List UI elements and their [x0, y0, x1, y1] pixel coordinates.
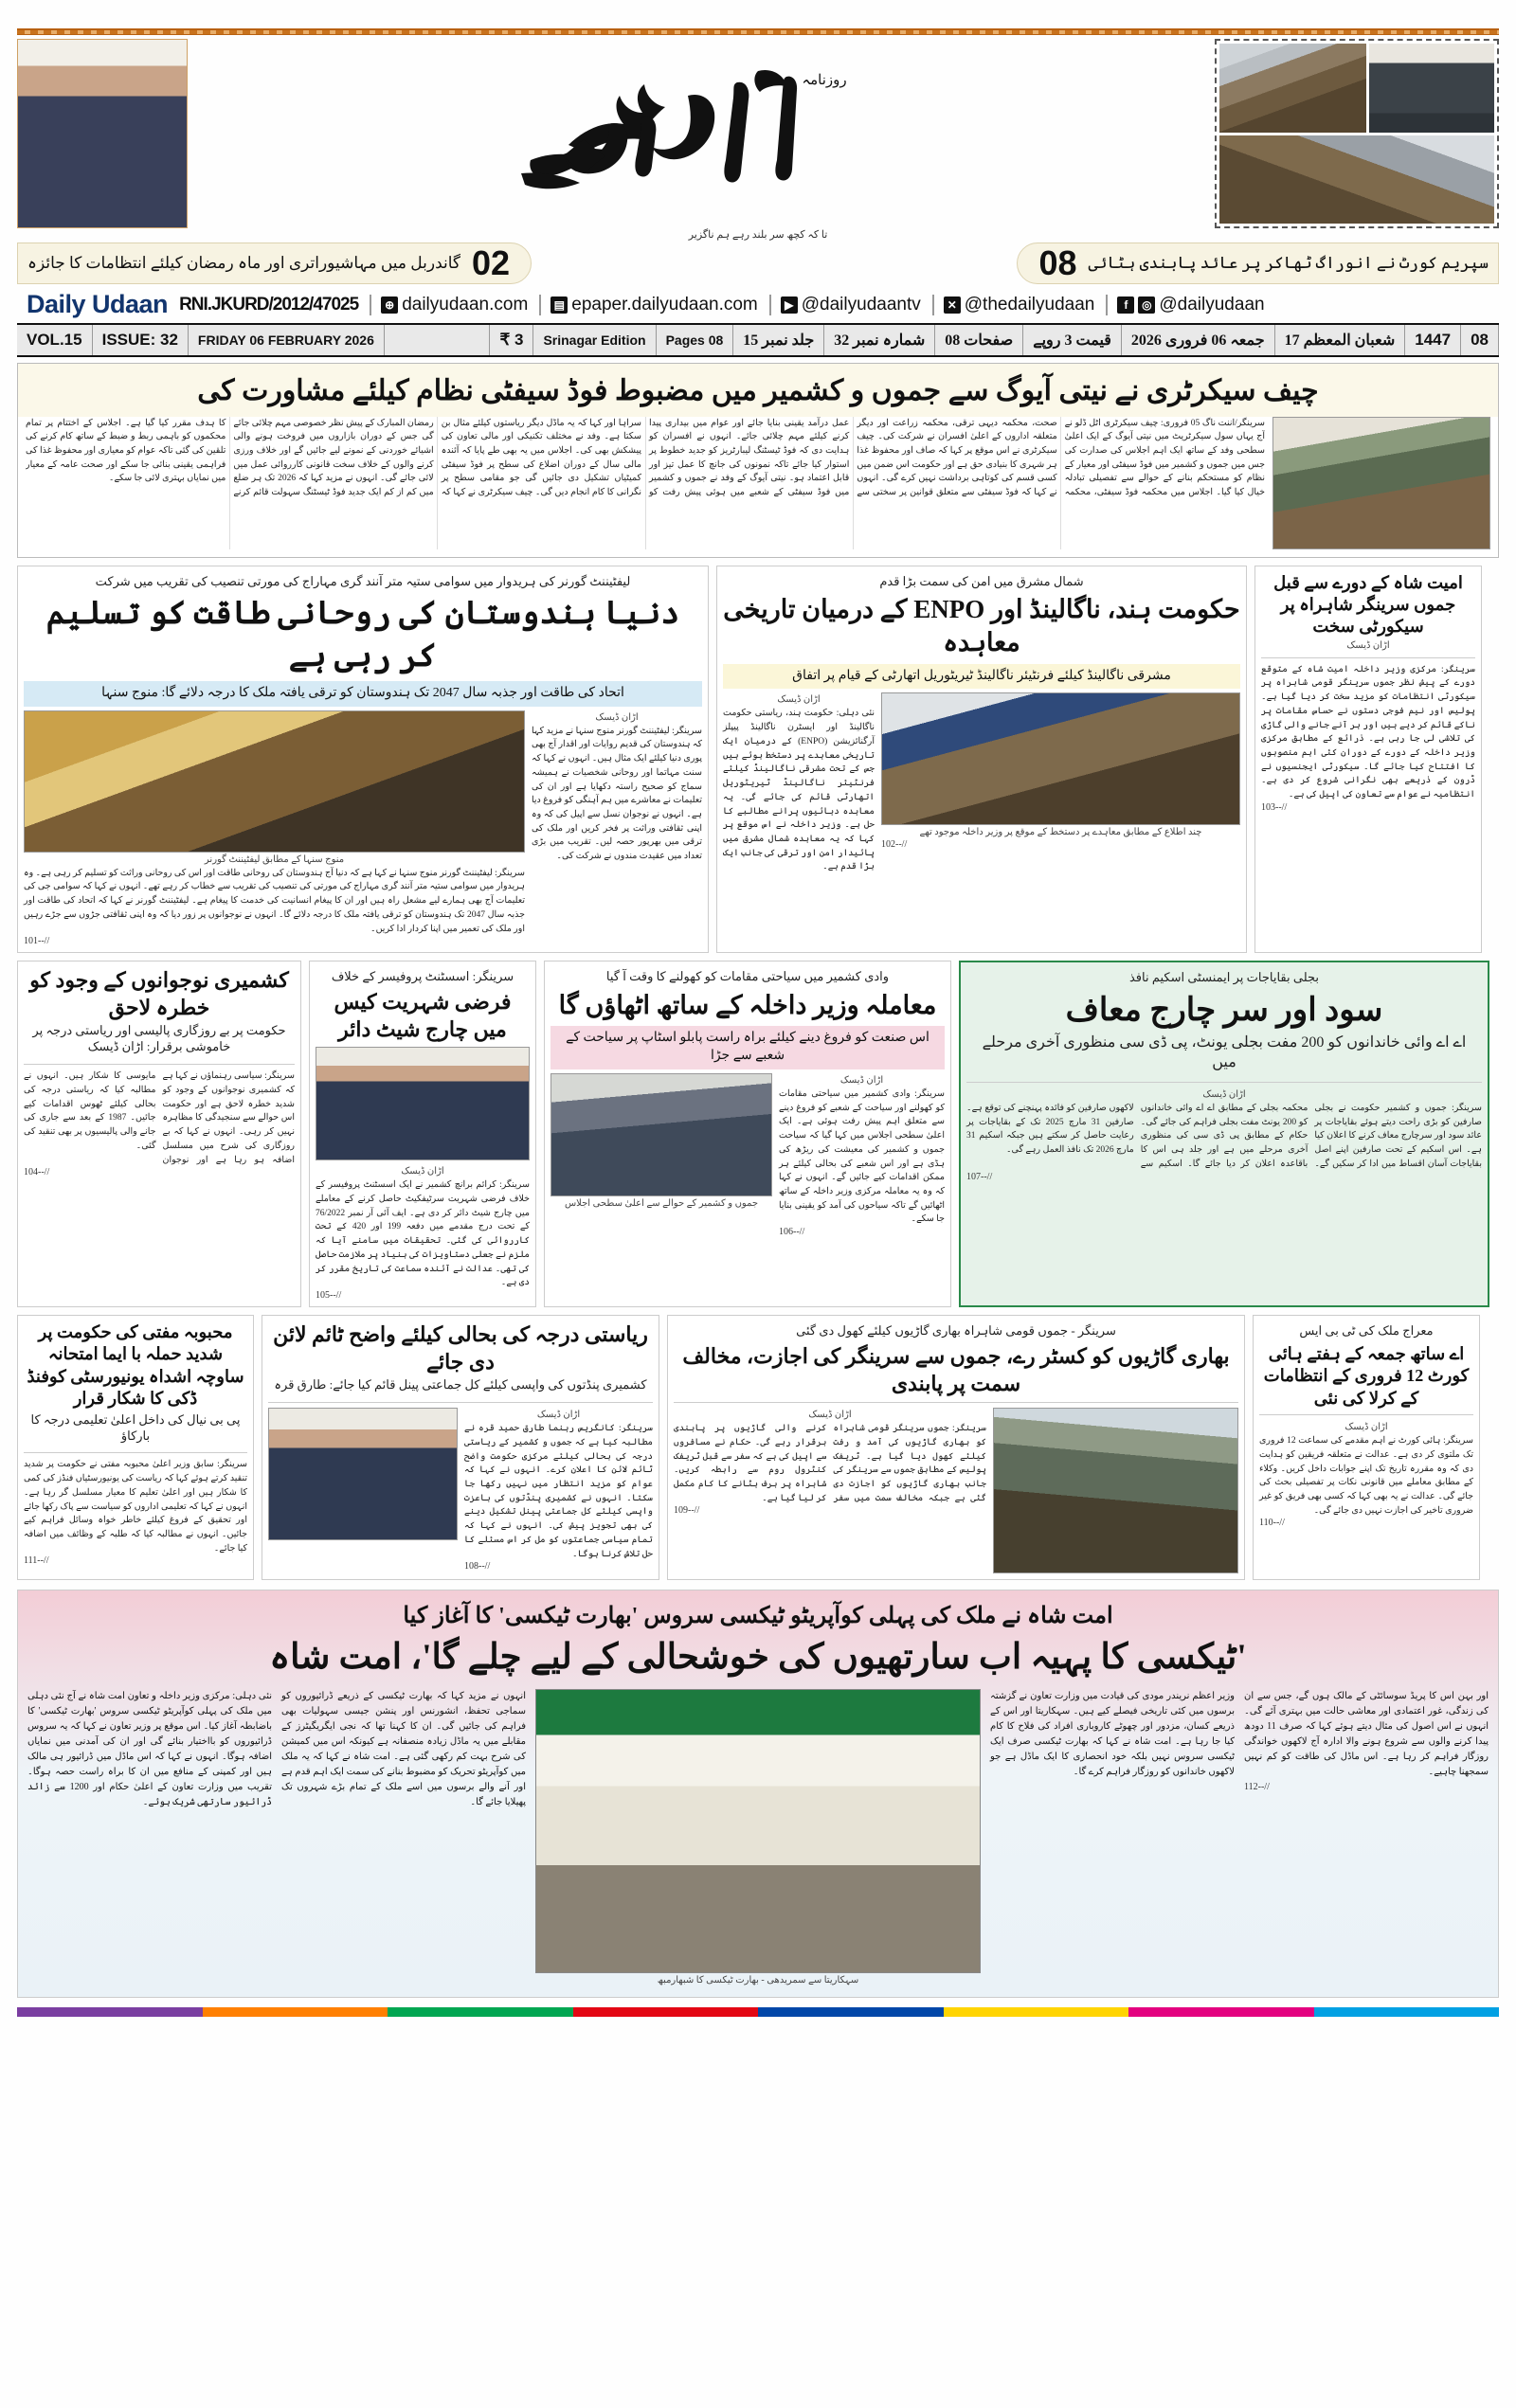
- court-byline: اڑان ڈیسک: [1345, 1422, 1388, 1433]
- story-amit-security: [1254, 566, 1482, 954]
- university-ref: 111--//: [24, 1555, 49, 1567]
- story-citizenship: [309, 961, 536, 1307]
- feature-col-mid: انہوں نے مزید کہا کہ بھارت ٹیکسی کے ذریعے ڈرائیوروں کو سماجی تحفظ، انشورنس اور پنشن جیسی سہولیات بھی فراہم کی جائیں گی۔ ان کا کہنا تھا کہ نجی ایگریگیٹرز کے مقابلے میں یہ ماڈل زیادہ منصفانہ ہے کیونکہ اس میں کمیشن کی شرح بہت کم رکھی گئی ہے۔ امت شاہ نے کہا کہ یہ ملک میں کوآپریٹو تحریک کو مضبوط بنانے کی سمت ایک اہم قدم ہے اور آنے والے برسوں میں اسے ملک کے تمام بڑے شہروں تک پھیلایا جائے گا۔: [281, 1690, 526, 1807]
- teaser-right[interactable]: [1017, 243, 1499, 284]
- highway-byline: اڑان ڈیسک: [808, 1410, 852, 1421]
- citizenship-kicker: سرینگر: اسسٹنٹ پروفیسر کے خلاف: [331, 969, 514, 984]
- enpo-kicker: شمال مشرق میں امن کی سمت بڑا قدم: [879, 573, 1084, 588]
- epaper-label: epaper.dailyudaan.com: [571, 294, 758, 314]
- meta-issue: ISSUE: 32: [93, 325, 189, 355]
- governor-right-body: سرینگر: لیفٹیننٹ گورنر منوج سنہا نے مزید کہا کہ ہندوستان کی قدیم روایات اور اقدار آج بھی پوری دنیا کیلئے ایک مثال ہیں۔ انہوں نے کہا کہ سنت مہاتما اور روحانی شخصیات نے ہمیشہ سماج کو صحیح راستہ دکھایا ہے اور ان کی تعلیمات نے معاشرے میں ہم آہنگی کو فروغ دیا ہے۔ انہوں نے نوجوان نسل سے اپیل کی کہ وہ اپنی ثقافتی وراثت پر فخر کریں اور ملک کی ترقی میں بھرپور حصہ لیں۔ تقریب میں بڑی تعداد میں عقیدت مندوں نے شرکت کی۔: [532, 726, 702, 862]
- color-swatch-1: [1314, 2007, 1500, 2017]
- masthead-small-label: روزنامہ: [802, 73, 847, 88]
- meta-hijri-month: 17 شعبان المعظم: [1275, 325, 1406, 355]
- citizenship-headline: فرضی شہریت کیس میں چارج شیٹ دائر: [334, 990, 512, 1041]
- divider: [24, 1452, 247, 1453]
- masthead-photo-meeting-2: [1219, 135, 1494, 225]
- governor-ref: 101--//: [24, 936, 50, 947]
- meta-edition-en: Srinagar Edition: [533, 325, 656, 355]
- teaser-right-text: سپریم کورٹ نے انوراگ ٹھاکر پر عائد پابندی ہٹائی: [1088, 254, 1489, 273]
- governor-subhead: اتحاد کی طاقت اور جذبہ سال 2047 تک ہندوستان کو ترقی یافتہ ملک کا درجہ دلائے گا: منوج سنہا: [24, 681, 702, 707]
- tourism-subhead: اس صنعت کو فروغ دینے کیلئے براہ راست پابلو اسٹاپ پر سیاحت کے شعبے سے جڑا: [550, 1026, 945, 1069]
- amit-security-body: سرینگر: مرکزی وزیر داخلہ امیت شاہ کے متوقع دورے کے پیش نظر جموں سرینگر قومی شاہراہ پر سیکورٹی انتظامات کو مزید سخت کر دیا گیا ہے۔ پولیس اور نیم فوجی دستوں نے حساس مقامات پر ناکے قائم کر دیے ہیں اور ہر آنے جانے والی گاڑی کی تلاشی لی جا رہی ہے۔ ذرائع کے مطابق مرکزی وزیر داخلہ کے دورے کے دوران کئی اہم منصوبوں کا افتتاح کیا جائے گا۔ سیکورٹی ایجنسیوں نے ڈرون کے ذریعے بھی نگرانی شروع کر دی ہے۔ انتظامیہ نے عوام سے تعاون کی اپیل کی ہے۔: [1261, 664, 1475, 800]
- story-highway: [667, 1315, 1245, 1580]
- color-swatch-3: [944, 2007, 1129, 2017]
- meta-vol: VOL.15: [17, 325, 93, 355]
- governor-caption: منوج سنہا کے مطابق لیفٹیننٹ گورنر: [204, 854, 345, 865]
- amit-security-kicker: امیت شاہ کے دورے سے قبل جموں سرینگر شاہراہ پر سیکورٹی سخت: [1273, 572, 1463, 637]
- lead-headline: چیف سیکرٹری نے نیتی آیوگ سے جموں و کشمیر میں مضبوط فوڈ سیفٹی نظام کیلئے مشاورت کی: [197, 375, 1319, 406]
- youtube-label: @dailyudaantv: [801, 294, 921, 314]
- amit-security-byline: اڑان ڈیسک: [1346, 639, 1390, 651]
- story-youth: [17, 961, 301, 1307]
- section-row-3: [17, 961, 1499, 1307]
- feature-kicker: امت شاہ نے ملک کی پہلی کوآپریٹو ٹیکسی سروس 'بھارت ٹیکسی' کا آغاز کیا: [403, 1604, 1113, 1629]
- youth-subhead: حکومت پر بے روزگاری پالیسی اور ریاستی درجہ پر خاموشی برقرار: اڑان ڈیسک: [32, 1023, 286, 1054]
- governor-kicker: لیفٹیننٹ گورنر کی ہریدوار میں سوامی ستیہ متر آنند گری مہاراج کی مورتی تنصیب کی تقریب میں شرکت: [95, 573, 631, 588]
- feature-col-left: وزیر اعظم نریندر مودی کی قیادت میں وزارت تعاون نے گزشتہ برسوں میں کئی تاریخی فیصلے کیے ہیں۔ سہکاریتا اور اس کے ذریعے کسان، مزدور اور چھوٹے کاروباری افراد کی فلاح کا کام کیا جا رہا ہے۔ امت شاہ نے کہا کہ بھارت ٹیکسی صرف ایک ٹیکسی سروس نہیں بلکہ خود انحصاری کا ایک ماڈل ہے جو لاکھوں خاندانوں کو روزگار فراہم کرے گا۔: [990, 1690, 1235, 1777]
- x-twitter-icon: ✕: [944, 297, 961, 314]
- color-registration-bar: [17, 2007, 1499, 2017]
- masthead: [17, 39, 1499, 228]
- brand-name: Daily Udaan: [27, 290, 169, 318]
- tourism-byline: اڑان ڈیسک: [839, 1075, 884, 1087]
- tourism-caption: جموں و کشمیر کے حوالے سے اعلیٰ سطحی اجلاس: [564, 1198, 759, 1210]
- feature-col-far: [1244, 1689, 1489, 1987]
- instagram-icon: ◎: [1138, 297, 1155, 314]
- meta-issue-ur: شمارہ نمبر 32: [824, 325, 935, 355]
- divider: [24, 1064, 295, 1065]
- meta-bar: [17, 325, 1499, 357]
- lead-photo-chief-secretary: [1272, 417, 1490, 549]
- feature-col-right: نئی دہلی: مرکزی وزیر داخلہ و تعاون امت شاہ نے آج نئی دہلی میں ملک کی پہلی کوآپریٹو ٹیکسی سروس 'بھارت ٹیکسی' کا باضابطہ آغاز کیا۔ اس موقع پر وزیر تعاون نے کہا کہ یہ سروس ڈرائیوروں کو بااختیار بنائے گی اور ان کی آمدنی میں نمایاں اضافہ ہوگا۔ انہوں نے کہا کہ اس ماڈل میں ڈرائیور ہی مالک ہیں اور کمپنی کے منافع میں ان کا براہ راست حصہ ہوگا۔ تقریب میں وزارت تعاون کے اعلیٰ حکام اور 1200 سے زائد ڈرائیور سارتھی شریک ہوئے۔: [27, 1690, 272, 1807]
- story-statehood-panel: [262, 1315, 659, 1580]
- panel-byline: اڑان ڈیسک: [536, 1410, 581, 1421]
- youth-body: سرینگر: سیاسی رہنماؤں نے کہا ہے کہ کشمیری نوجوانوں کے وجود کو شدید خطرہ لاحق ہے اور حکومت اس حوالے سے سنجیدگی کا مظاہرہ نہیں کر رہی۔ انہوں نے کہا کہ بے روزگاری کی شرح میں مسلسل اضافہ ہو رہا ہے اور نوجوان مایوسی کا شکار ہیں۔ انہوں نے مطالبہ کیا کہ ریاستی درجہ کی بحالی کیلئے ٹھوس اقدامات کیے جائیں۔ 1987 کے بعد سے جاری کی جانے والی پالیسیوں پر بھی تنقید کی گئی۔: [24, 1071, 295, 1165]
- twitter-link[interactable]: [932, 295, 1095, 315]
- tourism-body: سرینگر: وادی کشمیر میں سیاحتی مقامات کو کھولنے اور سیاحت کے شعبے کو فروغ دینے سے متعلق اہم پیش رفت ہوئی ہے۔ ایک اعلیٰ سطحی اجلاس میں کہا گیا کہ سیاحت جموں و کشمیر کی معیشت کی ریڑھ کی ہڈی ہے اور اس شعبے کی بحالی کیلئے ہر ممکن اقدامات کیے جائیں گے۔ انہوں نے کہا کہ وہ یہ معاملہ مرکزی وزیر داخلہ کے ساتھ اٹھائیں گے تاکہ سیاحوں کی آمد کو یقینی بنایا جا سکے۔: [779, 1089, 945, 1225]
- enpo-byline: اڑان ڈیسک: [777, 694, 821, 706]
- enpo-headline: حکومت ہند، ناگالینڈ اور ENPO کے درمیان تاریخی معاہدہ: [723, 595, 1240, 657]
- university-body: سرینگر: سابق وزیر اعلیٰ محبوبہ مفتی نے حکومت پر شدید تنقید کرتے ہوئے کہا کہ ریاست کی یونیورسٹیاں فنڈز کی کمی کا شکار ہیں اور اعلیٰ تعلیم کا معیار مسلسل گر رہا ہے۔ انہوں نے کہا کہ تعلیمی اداروں کو سیاست سے پاک رکھا جائے اور تحقیق کے فروغ کیلئے خاطر خواہ وسائل فراہم کیے جائیں۔ انہوں نے مطالبہ کیا کہ طلبہ کے وظائف میں اضافہ کیا جائے۔: [24, 1460, 247, 1554]
- tourism-photo: [550, 1073, 772, 1196]
- enpo-photo: [881, 692, 1240, 825]
- highway-kicker: سرینگر - جموں قومی شاہراہ بھاری گاڑیوں کیلئے کھول دی گئی: [796, 1323, 1116, 1339]
- youtube-link[interactable]: [769, 295, 921, 315]
- citizenship-ref: 105--//: [316, 1290, 342, 1302]
- highway-ref: 109--//: [674, 1505, 700, 1517]
- panel-body: سرینگر: کانگریس رہنما طارق حمید قرہ نے مطالبہ کیا ہے کہ جموں و کشمیر کے ریاستی درجہ کی بحالی کیلئے مرکزی حکومت واضح ٹائم لائن کا اعلان کرے۔ انہوں نے کہا کہ عوام کو مزید انتظار میں نہیں رکھا جا سکتا۔ انہوں نے کشمیری پنڈتوں کی باعزت واپسی کیلئے کل جماعتی پینل تشکیل دینے کی بھی تجویز پیش کی۔ انہوں نے کہا کہ تمام سیاسی جماعتوں کو مل کر اس مسئلے کا حل تلاش کرنا ہوگا۔: [464, 1424, 653, 1559]
- lead-body-text: سرینگر/اننت ناگ 05 فروری: چیف سیکرٹری اٹل ڈلو نے آج یہاں سول سیکرٹریٹ میں نیتی آیوگ کے ایک اعلیٰ سطحی وفد کے ساتھ ایک اہم اجلاس کی صدارت کی جس میں جموں و کشمیر میں فوڈ سیفٹی اور معیار کے نظام کو مستحکم بنانے کے حوالے سے تفصیلی تبادلہ خیال کیا گیا۔ اجلاس میں محکمہ فوڈ سیفٹی، محکمہ صحت، محکمہ دیہی ترقی، محکمہ زراعت اور دیگر متعلقہ اداروں کے اعلیٰ افسران نے شرکت کی۔ چیف سیکرٹری نے اس موقع پر کہا کہ صاف اور محفوظ غذا ہر شہری کا بنیادی حق ہے اور حکومت اس ضمن میں کسی قسم کی کوتاہی برداشت نہیں کرے گی۔ انہوں نے کہا کہ فوڈ سیفٹی سے متعلق قوانین پر سختی سے عمل درآمد یقینی بنایا جائے اور عوام میں بیداری پیدا کرنے کیلئے مہم چلائی جائے۔ انہوں نے افسران کو ہدایت دی کہ فوڈ ٹیسٹنگ لیبارٹریز کو جدید خطوط پر استوار کیا جائے تاکہ نمونوں کی جانچ کا عمل تیز اور قابل اعتماد ہو۔ نیتی آیوگ کے وفد نے جموں و کشمیر میں فوڈ سیفٹی کے شعبے میں ہوئی پیش رفت کو سراہا اور کہا کہ یہ ماڈل دیگر ریاستوں کیلئے مثال بن سکتا ہے۔ وفد نے مختلف تکنیکی اور مالی تعاون کی پیشکش بھی کی۔ اجلاس میں یہ بھی طے پایا کہ آئندہ مالی سال کے دوران اضلاع کی سطح پر فوڈ سیفٹی کمیٹیاں تشکیل دی جائیں گی جو مقامی سطح پر نگرانی کا کام انجام دیں گی۔ چیف سیکرٹری نے کہا کہ رمضان المبارک کے پیش نظر خصوصی مہم چلائی جائے گی جس کے دوران بازاروں میں فروخت ہونے والی اشیائے خوردنی کے نمونے لیے جائیں گے اور خلاف ورزی کرنے والوں کے خلاف سخت قانونی کارروائی عمل میں لائی جائے گی۔ انہوں نے مزید کہا کہ 2026 تک ہر ضلع میں کم از کم ایک جدید فوڈ ٹیسٹنگ سہولت قائم کرنے کا ہدف مقرر کیا گیا ہے۔ اجلاس کے اختتام پر تمام محکموں کو باہمی ربط و ضبط کے ساتھ کام کرنے کی تلقین کی گئی تاکہ عوام کو معیاری اور محفوظ غذا کی فراہمی یقینی بنائی جا سکے اور صحت عامہ کے معیار میں نمایاں بہتری لائی جا سکے۔: [26, 418, 1265, 498]
- tourism-kicker: وادی کشمیر میں سیاحتی مقامات کو کھولنے کا وقت آ گیا: [605, 969, 890, 984]
- court-kicker: معراج ملک کی ٹی بی ایس: [1299, 1323, 1434, 1339]
- university-headline: محبوبہ مفتی کی حکومت پر شدید حملہ با ایما امتحانہ ساوچہ اشداہ یونیورسٹی کوفنڈ ڈکی کا شکار قرار: [27, 1322, 244, 1409]
- document-icon: ▤: [550, 297, 568, 314]
- court-body: سرینگر: ہائی کورٹ نے اہم مقدمے کی سماعت 12 فروری تک ملتوی کر دی ہے۔ عدالت نے متعلقہ فریقین کو ہدایت دی کہ وہ مقررہ تاریخ تک اپنے جوابات داخل کریں۔ وکلاء کے مطابق معاملے میں قانونی نکات پر تفصیلی بحث کی جائے گی۔ عدالت نے یہ بھی کہا کہ کسی بھی فریق کو غیر ضروری تاخیر کی اجازت نہیں دی جائے گی۔: [1259, 1436, 1473, 1516]
- power-byline: اڑان ڈیسک: [1202, 1088, 1246, 1100]
- website-label: dailyudaan.com: [402, 294, 529, 314]
- rni-number: RNI.JKURD/2012/47025: [179, 294, 359, 314]
- divider: [674, 1402, 1238, 1403]
- masthead-tagline: تا کہ کچھ سر بلند رہے ہم ناگزیر: [688, 229, 828, 241]
- youth-headline: کشمیری نوجوانوں کے وجود کو خطرہ لاحق: [29, 968, 289, 1019]
- story-court: [1253, 1315, 1480, 1580]
- meta-spacer: [385, 325, 491, 355]
- tourism-ref: 106--//: [779, 1227, 805, 1238]
- instagram-label: @dailyudaan: [1159, 294, 1265, 314]
- top-decorative-rule: [17, 28, 1499, 35]
- feature-col-far-text: اور بہن اس کا پریڈ سوسائٹی کے مالک ہوں گے، جس سے ان کی زندگی، غور اعتمادی اور معاشی حالت میں بہتری آئے گی۔ انہوں نے اس اصول کی مثال دیتے ہوئے کہا کہ صرف 11 دودھ پیدا کرنے والوں سے شروع ہونے والا ادارہ آج لاکھوں خواندگی روزگار فراہم کر رہا ہے۔ اس ماڈل کی طاقت کو کم نہیں سمجھنا چاہیے۔: [1244, 1690, 1489, 1777]
- panel-headline: ریاستی درجہ کی بحالی کیلئے واضح ٹائم لائن دی جائے: [273, 1322, 648, 1374]
- enpo-body: نئی دہلی: حکومت ہند، ریاستی حکومت ناگالینڈ اور ایسٹرن ناگالینڈ پیپلز آرگنائزیشن (ENPO) کے درمیان ایک تاریخی معاہدے پر دستخط ہوئے ہیں جس کے تحت مشرقی ناگالینڈ کیلئے فرنٹیئر ناگالینڈ ٹیریٹوریل اتھارٹی قائم کی جائے گی۔ یہ معاہدہ دہائیوں پرانے مطالبے کا حل ہے۔ وزیر داخلہ نے اس موقع پر کہا کہ یہ معاہدہ شمال مشرق میں پائیدار امن اور ترقی کی جانب ایک بڑا قدم ہے۔: [723, 709, 875, 872]
- meta-date-ur: جمعہ 06 فروری 2026: [1122, 325, 1275, 355]
- color-swatch-2: [1128, 2007, 1314, 2017]
- tourism-headline: معاملہ وزیر داخلہ کے ساتھ اٹھاؤں گا: [558, 991, 937, 1020]
- citizenship-body: سرینگر: کرائم برانچ کشمیر نے ایک اسسٹنٹ پروفیسر کے خلاف فرضی شہریت سرٹیفکیٹ حاصل کرنے کے معاملے میں چارج شیٹ دائر کر دی ہے۔ ایف آئی آر نمبر 76/2022 کے تحت درج مقدمے میں دفعہ 199 اور 420 کے تحت کارروائی کی گئی۔ تحقیقات میں سامنے آیا کہ ملزم نے جعلی دستاویزات کی بنیاد پر ملازمت حاصل کی تھی۔ عدالت نے آئندہ سماعت کی تاریخ مقرر کر دی ہے۔: [316, 1180, 530, 1288]
- story-university: [17, 1315, 254, 1580]
- twitter-label: @thedailyudaan: [964, 294, 1095, 314]
- meta-vol-ur: جلد نمبر 15: [733, 325, 824, 355]
- section-row-2: [17, 566, 1499, 954]
- story-governor: [17, 566, 709, 954]
- masthead-photo-anurag-thakur: [17, 39, 188, 228]
- teaser-right-page-number: 08: [1038, 243, 1077, 282]
- power-ref: 107--//: [966, 1171, 993, 1182]
- feature-headline: 'ٹیکسی کا پہیہ اب سارتھیوں کی خوشحالی کے لیے چلے گا'، امت شاہ: [269, 1638, 1247, 1678]
- teaser-left-page-number: 02: [472, 243, 511, 282]
- citizenship-photo: [316, 1047, 530, 1160]
- meta-date-en: FRIDAY 06 FEBRUARY 2026: [189, 325, 385, 355]
- youth-ref: 104--//: [24, 1167, 50, 1178]
- color-swatch-8: [17, 2007, 203, 2017]
- panel-ref: 108--//: [464, 1561, 491, 1572]
- youtube-icon: ▶: [781, 297, 798, 314]
- color-swatch-5: [573, 2007, 759, 2017]
- court-headline: اے ساتھ جمعہ کے ہفتے ہائی کورٹ 12 فروری کے انتظامات کے کرلا کی نئی: [1263, 1343, 1470, 1408]
- color-swatch-6: [388, 2007, 573, 2017]
- meta-price-en: ₹ 3: [490, 325, 533, 355]
- governor-headline: دنیا ہندوستان کی روحانی طاقت کو تسلیم کر رہی ہے: [45, 596, 680, 674]
- power-kicker: بجلی بقایاجات پر ایمنسٹی اسکیم نافذ: [1128, 970, 1320, 985]
- divider: [1259, 1414, 1473, 1415]
- masthead-photo-cluster: [1215, 39, 1499, 228]
- governor-body: سرینگر: لیفٹیننٹ گورنر منوج سنہا نے کہا ہے کہ دنیا آج ہندوستان کی روحانی طاقت اور اس کی روحانی وراثت کو تسلیم کر رہی ہے۔ وہ ہریدوار میں سوامی ستیہ متر آنند گری مہاراج کی مورتی کی تنصیب کی تقریب سے خطاب کر رہے تھے۔ انہوں نے کہا کہ سوامی جی کی تعلیمات آج بھی ہمارے لیے مشعل راہ ہیں اور ان کا پیغام انسانیت کی خدمت کا پیغام ہے۔ لیفٹیننٹ گورنر نے کہا کہ اتحاد کی طاقت اور جذبہ سال 2047 تک ہندوستان کو ترقی یافتہ ملک کا درجہ دلائے گا۔ انہوں نے نوجوانوں پر زور دیا کہ وہ اپنی ثقافتی جڑوں سے جڑے رہیں اور ملک کی تعمیر میں اپنا کردار ادا کریں۔: [24, 868, 525, 934]
- power-body: سرینگر: جموں و کشمیر حکومت نے بجلی صارفین کو بڑی راحت دیتے ہوئے بقایاجات پر عائد سود اور سرچارج معاف کرنے کا اعلان کیا ہے۔ اس اسکیم کے تحت صارفین اپنے اصل بقایاجات آسان اقساط میں ادا کر سکیں گے۔ محکمہ بجلی کے مطابق اے اے وائی خاندانوں کو 200 یونٹ مفت بجلی فراہم کی جائے گی۔ حکام کے مطابق پی ڈی سی کی منظوری آخری مرحلے میں ہے اور جلد ہی اس کا باقاعدہ اعلان کر دیا جائے گا۔ اسکیم سے لاکھوں صارفین کو فائدہ پہنچنے کی توقع ہے۔ صارفین 31 مارچ 2025 تک کے بقایاجات پر رعایت حاصل کر سکتے ہیں جبکہ اسکیم 31 مارچ 2026 تک نافذ العمل رہے گی۔: [966, 1103, 1482, 1169]
- divider: [1261, 657, 1475, 658]
- power-headline: سود اور سر چارج معاف: [1065, 993, 1383, 1029]
- highway-body: سرینگر: جموں سرینگر قومی شاہراہ کو بھاری گاڑیوں کی آمد و رفت کیلئے کھول دیا گیا ہے۔ ٹریفک پولیس کے مطابق جموں سے سرینگر کی جانب بھاری گاڑیوں کو اجازت دی گئی ہے جبکہ مخالف سمت میں سفر کرنے والی گاڑیوں پر پابندی برقرار رہے گی۔ حکام نے مسافروں سے اپیل کی ہے کہ سفر سے قبل ٹریفک کنٹرول روم سے رابطہ کریں۔ شاہراہ پر برف ہٹانے کا کام مکمل کر لیا گیا ہے۔: [674, 1424, 986, 1503]
- story-tourism: [544, 961, 951, 1307]
- social-link[interactable]: [1106, 295, 1264, 315]
- brand-bar: [17, 284, 1499, 325]
- facebook-icon: f: [1117, 297, 1134, 314]
- story-power-amnesty: [959, 961, 1489, 1307]
- amit-security-ref: 103--//: [1261, 801, 1288, 813]
- globe-icon: ⊕: [381, 297, 398, 314]
- feature-bharat-taxi: [17, 1590, 1499, 1997]
- website-link[interactable]: [370, 295, 528, 315]
- divider: [966, 1082, 1482, 1083]
- governor-photo: [24, 710, 525, 853]
- feature-ref: 112--//: [1244, 1781, 1270, 1792]
- highway-headline: بھاری گاڑیوں کو کسٹر رے، جموں سے سرینگر کی اجازت، مخالف سمت پر پابندی: [682, 1343, 1230, 1395]
- meta-pages-en: Pages 08: [657, 325, 734, 355]
- meta-pages-num: 08: [1461, 325, 1499, 355]
- highway-photo-convoy: [993, 1408, 1238, 1573]
- teaser-strip: [17, 243, 1499, 284]
- teaser-left[interactable]: [17, 243, 532, 284]
- meta-price-ur: قیمت 3 روپے: [1023, 325, 1122, 355]
- university-subhead: پی بی نیال کی داخل اعلیٰ تعلیمی درجہ کا بارکاؤ: [30, 1411, 241, 1443]
- section-row-4: [17, 1315, 1499, 1580]
- citizenship-byline: اڑان ڈیسک: [401, 1166, 444, 1177]
- enpo-caption: چند اطلاع کے مطابق معاہدے پر دستخط کے موقع پر وزیر داخلہ موجود تھے: [919, 827, 1202, 838]
- epaper-link[interactable]: [539, 295, 757, 315]
- color-swatch-7: [203, 2007, 388, 2017]
- panel-photo-tariq-qarra: [268, 1408, 458, 1540]
- meta-pages-ur: صفحات 08: [935, 325, 1023, 355]
- masthead-photo-meeting-1: [1219, 44, 1366, 133]
- meta-hijri-year: 1447: [1405, 325, 1461, 355]
- power-subhead: اے اے وائی خاندانوں کو 200 مفت بجلی یونٹ، پی ڈی سی منظوری آخری مرحلے میں: [982, 1034, 1467, 1071]
- masthead-logo: [188, 39, 1215, 228]
- masthead-photo-official: [1369, 44, 1494, 133]
- enpo-subhead: مشرقی ناگالینڈ کیلئے فرنٹیئر ناگالینڈ ٹیریٹوریل اتھارٹی کے قیام پر اتفاق: [723, 664, 1240, 690]
- governor-right-byline: اڑان ڈیسک: [595, 711, 639, 723]
- color-swatch-4: [758, 2007, 944, 2017]
- story-enpo: [716, 566, 1247, 954]
- feature-image-caption: سہکاریتا سے سمریدھی - بھارت ٹیکسی کا شبھارمبھ: [657, 1974, 859, 1986]
- divider: [268, 1402, 653, 1403]
- lead-story: [17, 363, 1499, 558]
- feature-photo-bharat-taxi-launch: [535, 1689, 981, 1973]
- court-ref: 110--//: [1259, 1518, 1285, 1529]
- enpo-ref: 102--//: [881, 839, 908, 851]
- teaser-left-text: گاندربل میں مہاشیوراتری اور ماہ رمضان کیلئے انتظامات کا جائزہ: [27, 254, 461, 273]
- panel-subhead: کشمیری پنڈتوں کی واپسی کیلئے کل جماعتی پینل قائم کیا جائے: طارق قرہ: [274, 1377, 647, 1393]
